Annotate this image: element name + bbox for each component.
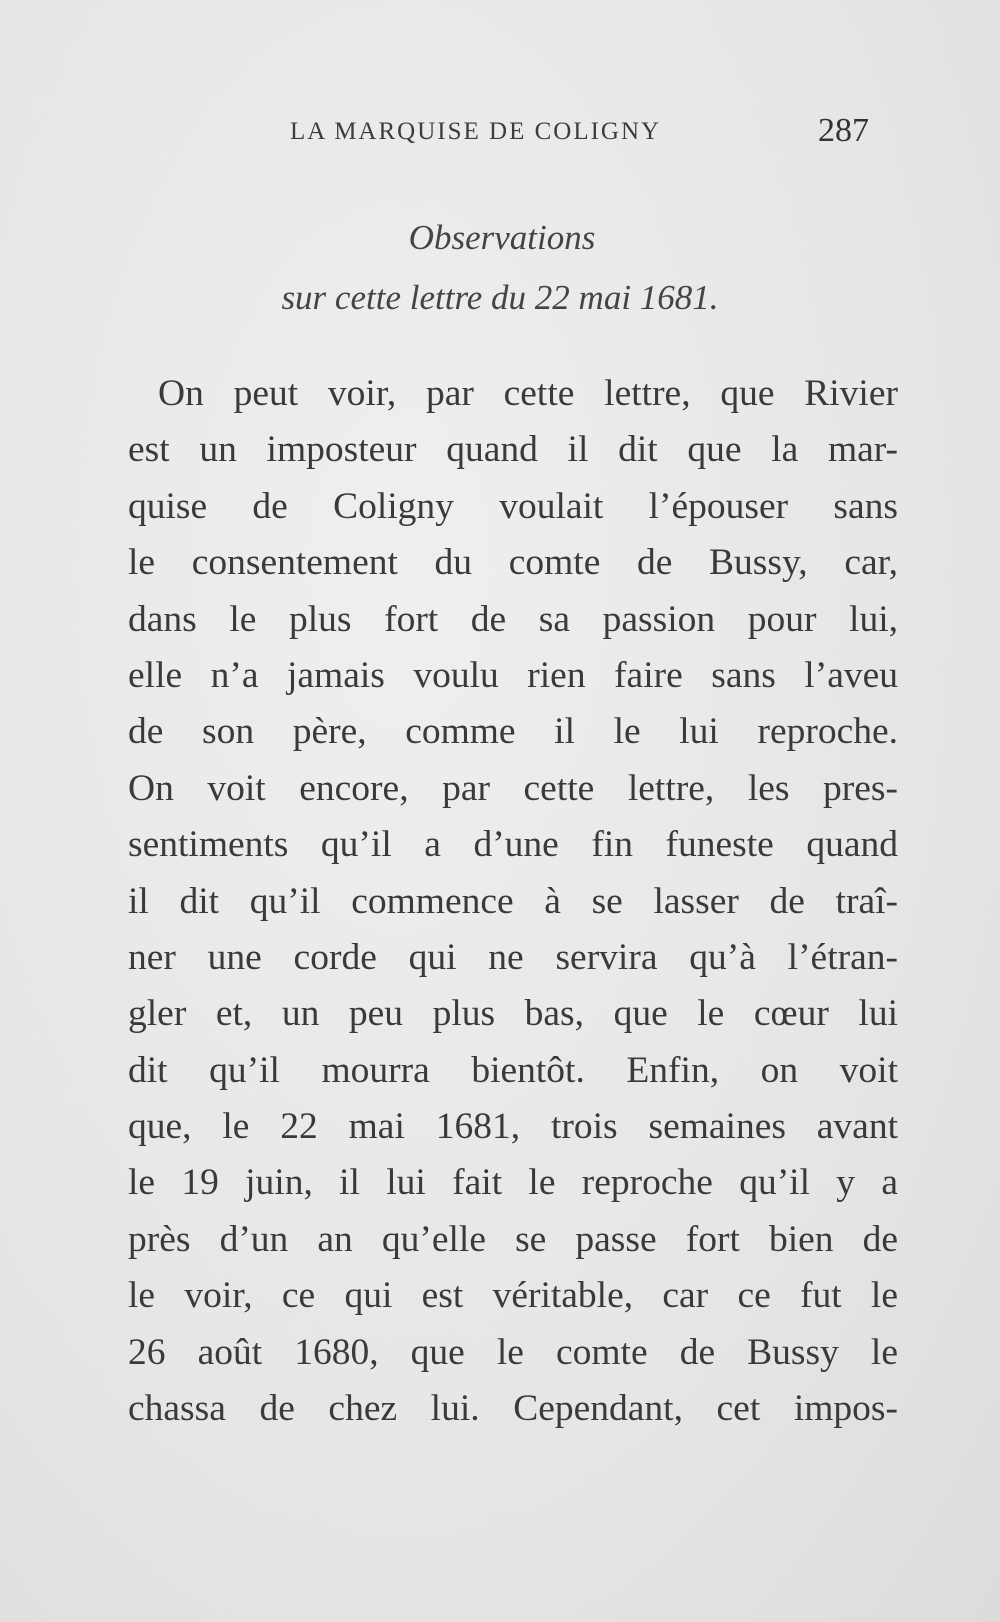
text-line: gler et, un peu plus bas, que le cœur lui	[128, 993, 898, 1035]
text-line: dans le plus fort de sa passion pour lui,	[128, 598, 898, 640]
running-title: LA MARQUISE DE COLIGNY	[290, 118, 662, 145]
text-line: quise de Coligny voulait l’épouser sans	[128, 485, 898, 527]
text-line: chassa de chez lui. Cependant, cet impos-	[128, 1388, 898, 1430]
text-line: de son père, comme il le lui reproche.	[128, 711, 898, 753]
text-line: le 19 juin, il lui fait le reproche qu’il y a	[128, 1162, 898, 1204]
text-line: ner une corde qui ne servira qu’à l’étran-	[128, 936, 898, 978]
text-line: le consentement du comte de Bussy, car,	[128, 542, 898, 584]
text-line: sentiments qu’il a d’une fin funeste quand	[128, 824, 898, 866]
page-number: 287	[818, 112, 869, 149]
text-line: elle n’a jamais voulu rien faire sans l’aveu	[128, 654, 898, 696]
text-line: il dit qu’il commence à se lasser de traî-	[128, 880, 898, 922]
text-line: 26 août 1680, que le comte de Bussy le	[128, 1331, 898, 1373]
text-line: est un imposteur quand il dit que la mar-	[128, 429, 898, 471]
section-title-line-2: sur cette lettre du 22 mai 1681.	[281, 278, 719, 317]
text-line: que, le 22 mai 1681, trois semaines avant	[128, 1106, 898, 1148]
body-paragraph	[128, 366, 898, 1437]
text-line: On voit encore, par cette lettre, les pres-	[128, 767, 898, 809]
text-line: près d’un an qu’elle se passe fort bien de	[128, 1218, 898, 1260]
text-line: le voir, ce qui est véritable, car ce fut le	[128, 1275, 898, 1317]
section-title-line-1: Observations	[408, 218, 596, 257]
text-line: dit qu’il mourra bientôt. Enfin, on voit	[128, 1049, 898, 1091]
text-line: On peut voir, par cette lettre, que Rivier	[158, 373, 898, 414]
